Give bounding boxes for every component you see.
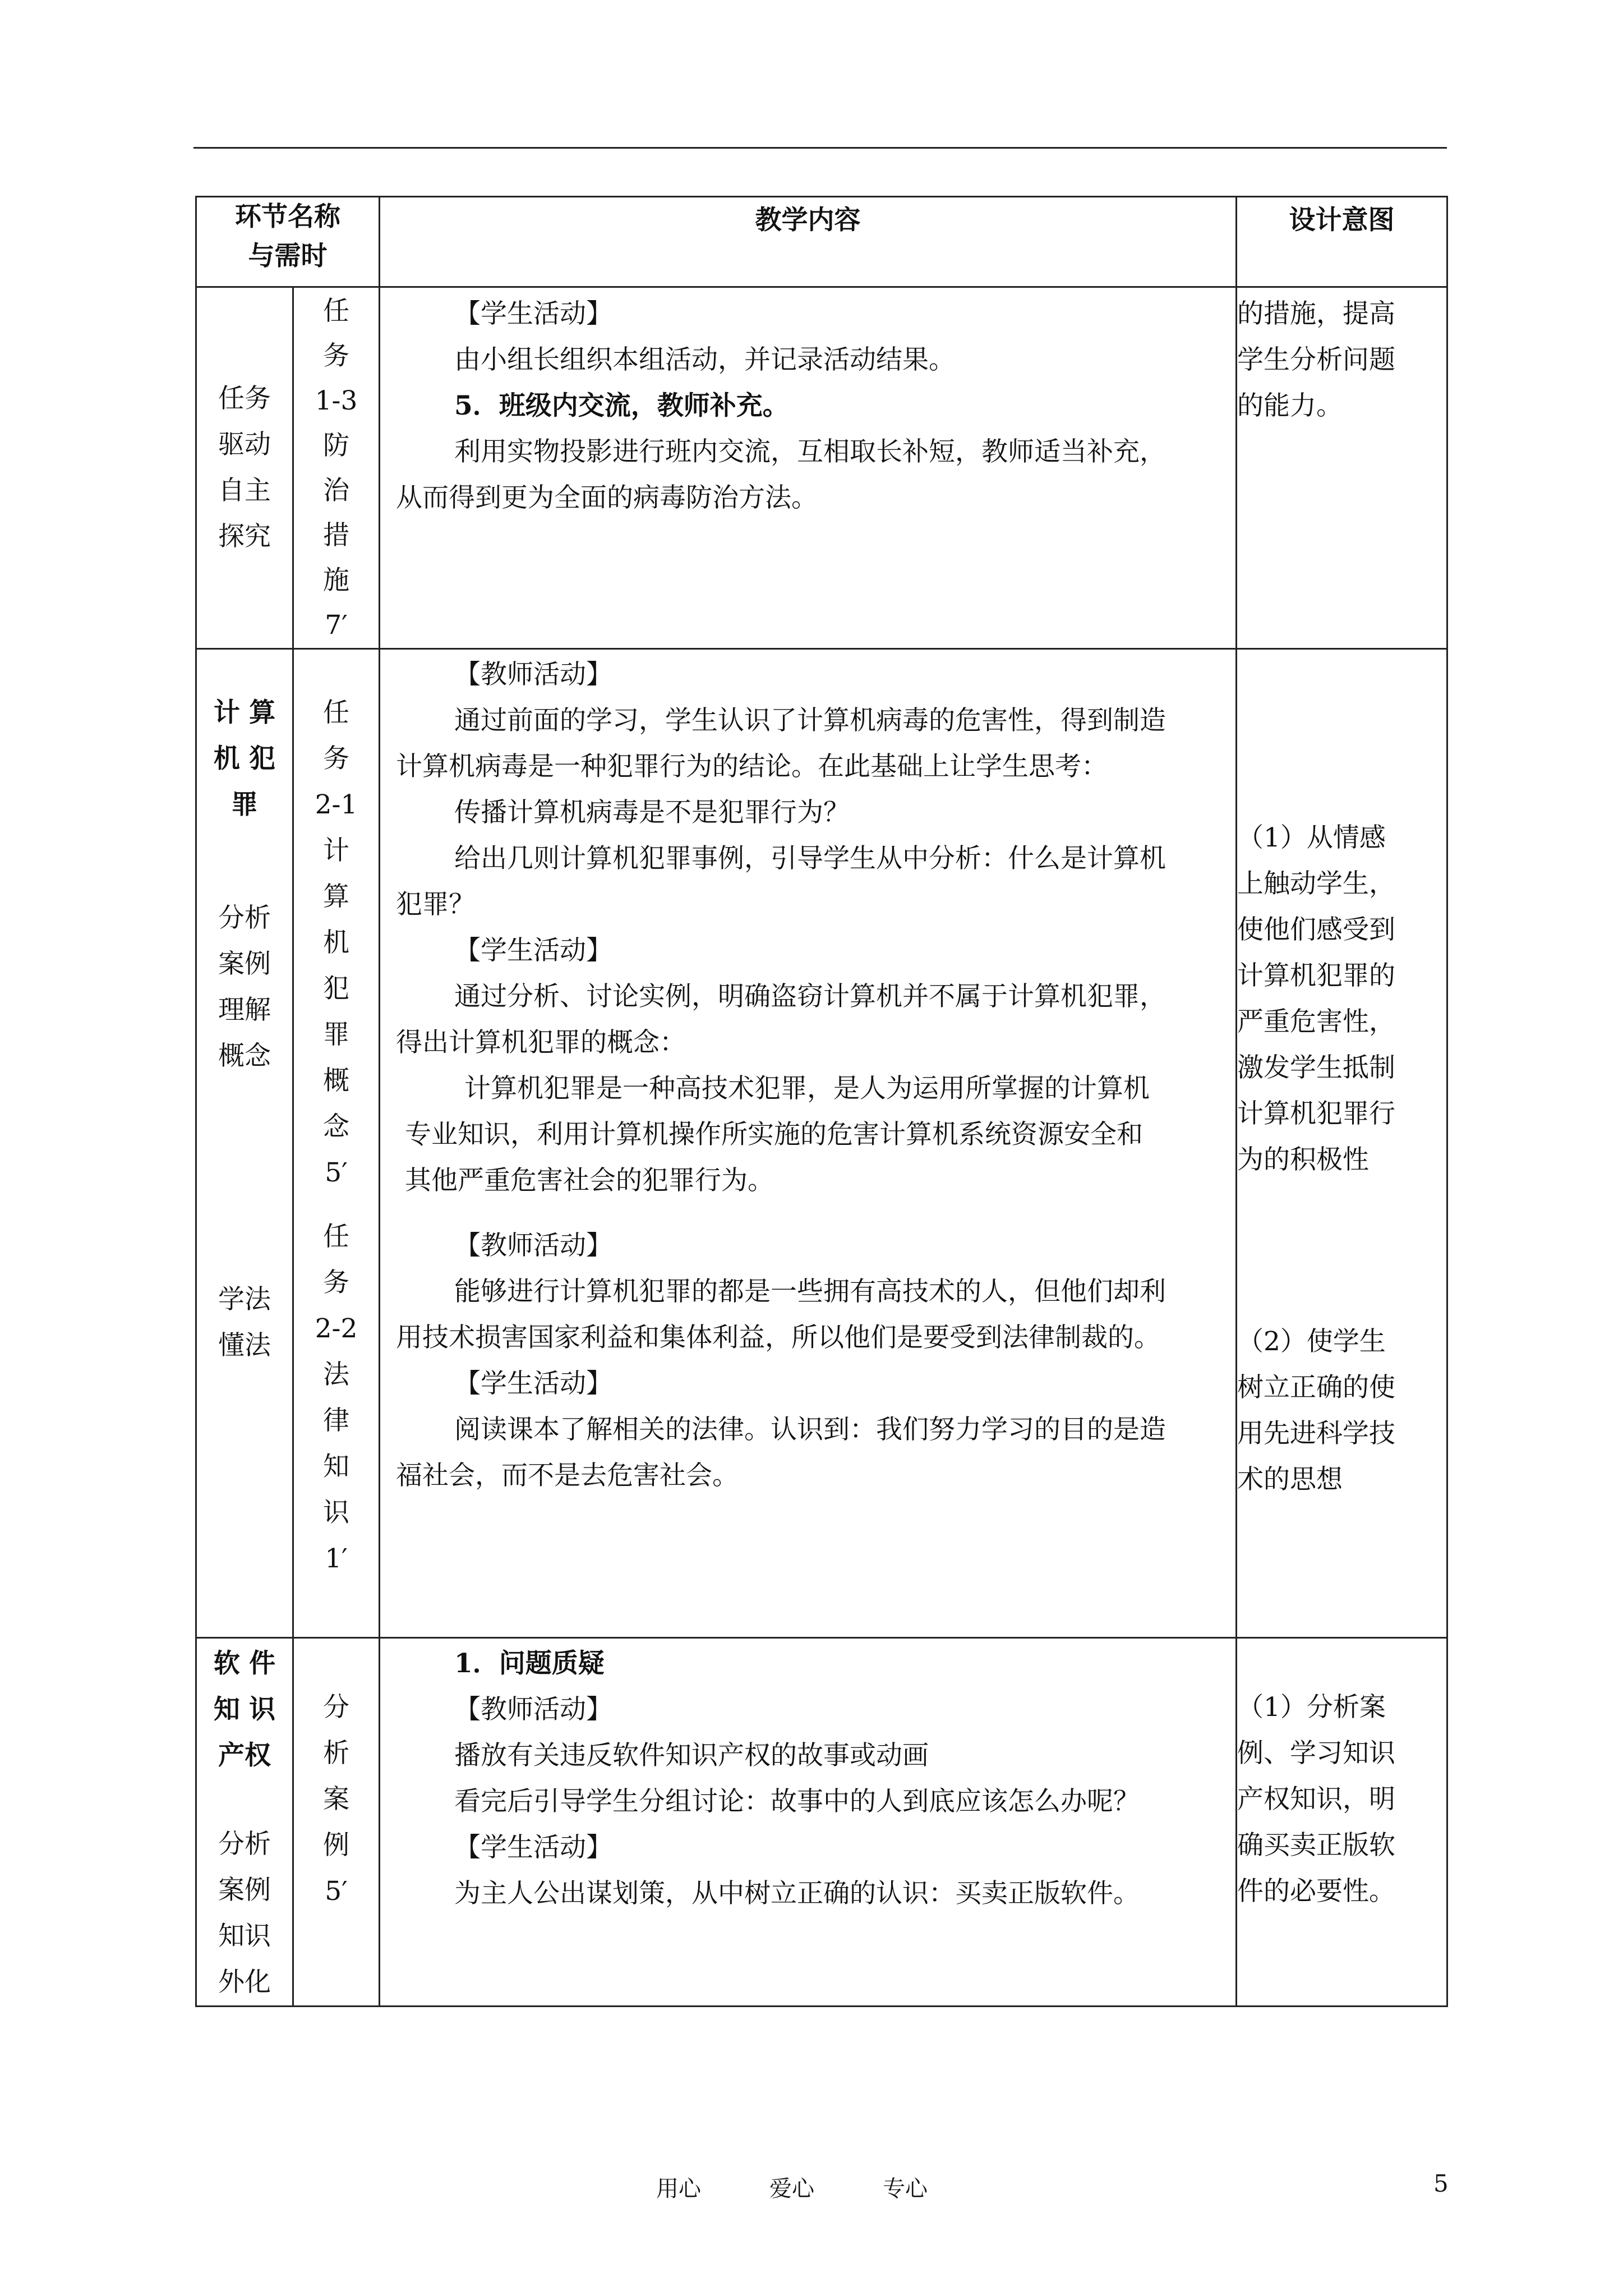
footer-item-zhuanxin: 专心 [883,2176,928,2202]
task-cell-2: 任 务 2-1 计 算 机 犯 罪 概 念 5′ 任 务 2-2 法 律 知 识 1′ [293,649,380,1638]
design-cell-row1: 的措施，提高 学生分析问题 的能力。 [1237,287,1447,649]
design-cell-row3: （1）分析案 例、学习知识 产权知识，明 确买卖正版软 件的必要性。 [1237,1638,1447,2007]
section-cell-computer-crime: 计 算 机 犯 罪 分析 案例 理解 概念 学法 懂法 [196,649,293,1638]
section-cell-software-ip: 软 件 知 识 产权 分析 案例 知识 外化 [196,1638,293,2007]
header-design-intent: 设计意图 [1237,197,1447,287]
content-cell-row3: 1．问题质疑 【教师活动】 播放有关违反软件知识产权的故事或动画 看完后引导学生分组讨论：故事中的人到底应该怎么办呢？ 【学生活动】 为主人公出谋划策，从中树立正确的认识：买卖正版软件。 [380,1638,1237,2007]
task-cell-1-3: 任 务 1-3 防 治 措 施 7′ [293,287,380,649]
table-row-software-ip [196,1638,1447,2007]
lesson-plan-table [195,196,1448,2007]
footer-item-aixin: 爱心 [769,2176,814,2202]
footer-item-yongxin: 用心 [656,2176,701,2202]
header-rule [193,147,1447,149]
table-row-task-driven [196,287,1447,649]
section-cell-task-driven: 任务 驱动 自主 探究 [196,287,293,649]
header-section-name: 环节名称 与需时 [196,197,380,287]
table-row-computer-crime [196,649,1447,1638]
header-teaching-content: 教学内容 [380,197,1237,287]
task-cell-case-analysis: 分 析 案 例 5′ [293,1638,380,2007]
content-cell-row1: 【学生活动】 由小组长组织本组活动，并记录活动结果。 5．班级内交流，教师补充。 利用实物投影进行班内交流，互相取长补短，教师适当补充， 从而得到更为全面的病毒防治方法。 [380,287,1237,649]
page-footer [0,2171,1623,2210]
table-header-row [196,197,1447,287]
page-number: 5 [1433,2170,1449,2197]
design-cell-row2: （1）从情感 上触动学生， 使他们感受到 计算机犯罪的 严重危害性， 激发学生抵制 计算机犯罪行 为的积极性 （2）使学生 树立正确的使 用先进科学技 术的思想 [1237,649,1447,1638]
content-cell-row2: 【教师活动】 通过前面的学习，学生认识了计算机病毒的危害性，得到制造 计算机病毒是一种犯罪行为的结论。在此基础上让学生思考： 传播计算机病毒是不是犯罪行为？ 给出几则计算机犯罪事例，引导学生从中分析：什么是计算机 犯罪？ 【学生活动】 通过分析、讨论实例，明确盗窃计算机并不属于计算机犯罪， 得出计算机犯罪的概念： 计算机犯罪是一种高技术犯罪，是人为运用所掌握的计算机 专业知识，利用计算机操作所实施的危害计算机系统资源安全和 其他严重危害社会的犯罪行为。 【教师活动】 能够进行计算机犯罪的都是一些拥有高技术的人，但他们却利 用技术损害国家利益和集体利益，所以他们是要受到法律制裁的。 【学生活动】 阅读课本了解相关的法律。认识到：我们努力学习的目的是造 福社会，而不是去危害社会。 [380,649,1237,1638]
